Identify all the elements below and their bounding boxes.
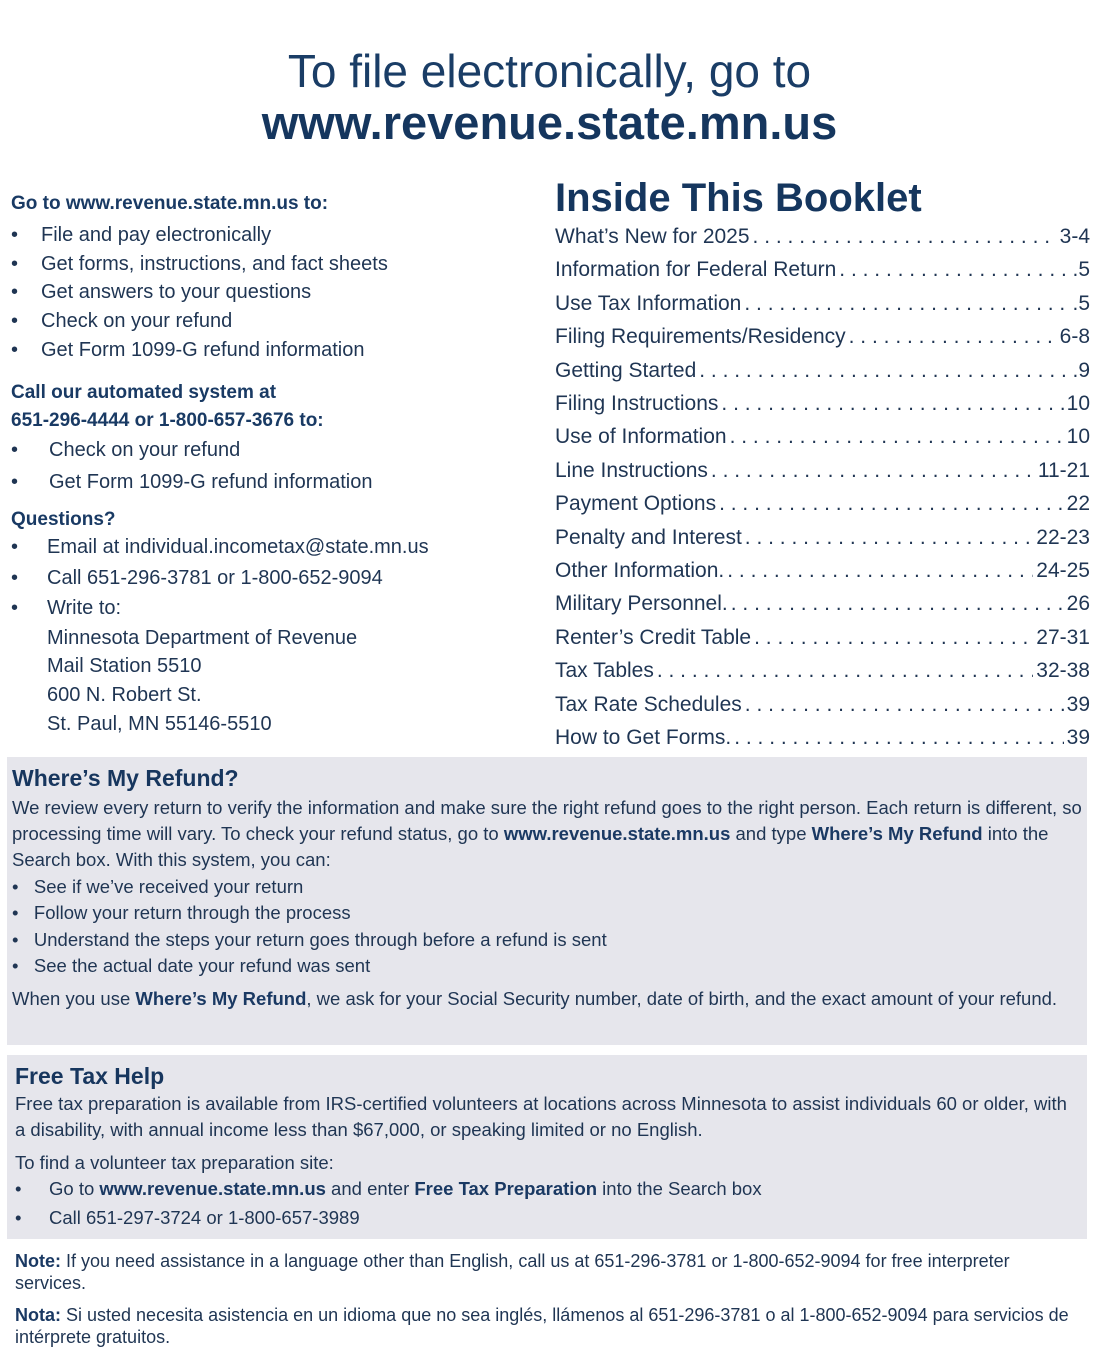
toc-leader-dots: [839, 258, 1069, 282]
toc-leader-dots: [699, 359, 1069, 383]
toc-entry: [555, 659, 1090, 689]
free-tax-help-section: [7, 1055, 1087, 1239]
toc-entry-page: 22-23: [1036, 525, 1090, 549]
toc-entry-page: 6-8: [1059, 325, 1090, 349]
refund-website-link[interactable]: www.revenue.state.mn.us: [503, 823, 731, 844]
toc-leader-dots: [753, 225, 1057, 249]
toc-leader-dots: [711, 459, 1035, 483]
toc-entry-page: .5: [1072, 258, 1090, 282]
toc-leader-dots: [721, 392, 1063, 416]
online-heading: Go to www.revenue.state.mn.us to:: [11, 193, 329, 214]
toc-entry: [555, 726, 1090, 756]
address-line: 600 N. Robert St.: [47, 684, 202, 706]
toc-entry-title: What’s New for 2025: [555, 225, 750, 248]
header-line-1: To file electronically, go to: [287, 45, 812, 97]
bullet-icon: •: [11, 536, 19, 558]
toc-entry: [555, 392, 1090, 422]
toc-entry: [555, 258, 1090, 288]
toc-leader-dots: [754, 626, 1033, 650]
bullet-icon: •: [11, 339, 19, 361]
toc-entry-page: 39: [1066, 726, 1090, 749]
toc-entry-title: Getting Started: [555, 358, 697, 382]
email-link[interactable]: Email at individual.incometax@state.mn.us: [47, 536, 429, 558]
toc-entry: [555, 225, 1090, 255]
toc-entry: [555, 425, 1090, 455]
toc-entry: [555, 526, 1090, 556]
toc-leader-dots: [745, 693, 1064, 717]
help-find-site: To find a volunteer tax preparation site:: [15, 1152, 334, 1173]
toc-entry-page: 22: [1066, 492, 1090, 516]
list-item: • Go to www.revenue.state.mn.us and enter Free Tax Preparation into the Search box: [15, 1178, 762, 1199]
list-item: • Get forms, instructions, and fact sheets: [11, 253, 388, 275]
toc-entry: [555, 559, 1090, 589]
toc-entry: [555, 292, 1090, 322]
toc-leader-dots: [745, 526, 1033, 550]
toc-entry-page: .9: [1072, 358, 1090, 382]
toc-entry: [555, 626, 1090, 656]
note-english: Note: If you need assistance in a language other than English, call us at 651-296-3781 or 1-800-652-9094 for free interpreter services.: [15, 1251, 1010, 1293]
address-line: St. Paul, MN 55146-5510: [47, 713, 272, 735]
toc-title: Inside This Booklet: [555, 176, 922, 220]
toc-entry-title: Information for Federal Return: [555, 258, 837, 282]
toc-entry-title: Other Information.: [555, 559, 725, 582]
list-item: [11, 536, 429, 559]
toc-leader-dots: [849, 325, 1057, 349]
refund-intro: We review every return to verify the information and make sure the right refund goes to the right person. Each return is different, so processing time will vary. To check your refund status, go to www.revenue.state.mn.us and type Where’s My Refund into the Search box. With this system, you can:: [12, 797, 1082, 870]
toc-leader-dots: [744, 292, 1069, 316]
toc-entry: [555, 492, 1090, 522]
toc-entry-title: Filing Requirements/Residency: [555, 325, 846, 349]
toc-entry-page: 3-4: [1059, 225, 1090, 248]
bullet-icon: •: [11, 471, 19, 493]
address-line: Mail Station 5510: [47, 655, 202, 677]
toc-entry-title: Line Instructions: [555, 458, 708, 482]
list-item: • Call 651-296-3781 or 1-800-652-9094: [11, 567, 383, 589]
toc-entry-title: How to Get Forms.: [555, 726, 732, 749]
list-item: • See if we’ve received your return: [12, 876, 304, 897]
bullet-icon: •: [11, 310, 19, 332]
refund-title: Where’s My Refund?: [12, 765, 239, 791]
toc-entry: [555, 459, 1090, 489]
toc-entry-title: Renter’s Credit Table: [555, 625, 752, 649]
bullet-icon: •: [11, 597, 19, 619]
header-website-link[interactable]: www.revenue.state.mn.us: [261, 96, 838, 149]
list-item: • Check on your refund: [11, 439, 241, 461]
bullet-icon: •: [11, 281, 19, 303]
phone-heading-1: Call our automated system at: [11, 382, 277, 403]
toc-entry: [555, 592, 1090, 622]
help-intro: Free tax preparation is available from IRS-certified volunteers at locations across Minnesota to assist individuals 60 or older, with a disability, with annual income less than $67,000, or speaking limited or no English.: [15, 1093, 1067, 1140]
toc-entry-page: 26: [1066, 592, 1090, 616]
bullet-icon: •: [11, 439, 19, 461]
toc-entry-title: Use Tax Information: [555, 291, 742, 315]
list-item: • Follow your return through the process: [12, 902, 351, 923]
toc-entry-title: Payment Options: [555, 492, 717, 516]
help-title: Free Tax Help: [15, 1063, 165, 1089]
toc-entry-title: Tax Tables: [555, 659, 654, 683]
list-item: • Get Form 1099-G refund information: [11, 339, 365, 361]
refund-note: When you use Where’s My Refund, we ask for your Social Security number, date of birth, and the exact amount of your refund.: [12, 988, 1058, 1009]
list-item: • Check on your refund: [11, 310, 233, 332]
bullet-icon: •: [11, 224, 19, 246]
toc-entry-page: .5: [1072, 291, 1090, 315]
toc-entry-title: Use of Information: [555, 425, 727, 449]
toc-entry-title: Military Personnel.: [555, 592, 728, 616]
toc-entry-page: 10: [1066, 392, 1090, 415]
toc-entry-page: 39: [1066, 692, 1090, 716]
toc-leader-dots: [657, 659, 1033, 683]
toc-entry-page: 32-38: [1036, 659, 1090, 683]
bullet-icon: •: [11, 567, 19, 589]
toc-entry: [555, 359, 1090, 389]
list-item: • File and pay electronically: [11, 224, 272, 246]
toc-leader-dots: [727, 559, 1033, 583]
toc-entry-title: Filing Instructions: [555, 392, 719, 415]
toc-entry: [555, 693, 1090, 723]
address-line: Minnesota Department of Revenue: [47, 627, 358, 649]
toc-leader-dots: [731, 592, 1064, 616]
list-item: • Write to:: [11, 597, 122, 619]
toc-entry-page: 27-31: [1036, 625, 1090, 649]
bullet-icon: •: [11, 253, 19, 275]
bullet-icon: •: [15, 1207, 22, 1228]
help-website-link[interactable]: www.revenue.state.mn.us: [99, 1178, 326, 1199]
toc-entry: [555, 325, 1090, 355]
toc-entry-title: Penalty and Interest: [555, 525, 742, 549]
bullet-icon: •: [15, 1178, 22, 1199]
list-item: • See the actual date your refund was sent: [12, 955, 371, 976]
note-spanish: Nota: Si usted necesita asistencia en un idioma que no sea inglés, llámenos al 651-296-3781 o al 1-800-652-9094 para servicios de intérprete gratuitos.: [15, 1305, 1069, 1347]
list-item: • Get Form 1099-G refund information: [11, 471, 373, 493]
toc-leader-dots: [730, 425, 1064, 449]
toc-leader-dots: [734, 726, 1063, 750]
refund-section: [7, 757, 1087, 1045]
toc-entry-page: 10: [1066, 425, 1090, 449]
toc-entry-page: 11-21: [1037, 458, 1090, 482]
toc-entry-page: 24-25: [1036, 559, 1090, 582]
list-item: • Get answers to your questions: [11, 281, 312, 303]
list-item: • Call 651-297-3724 or 1-800-657-3989: [15, 1207, 360, 1228]
toc-leader-dots: [719, 492, 1064, 516]
questions-heading: Questions?: [11, 509, 116, 530]
phone-heading-2: 651-296-4444 or 1-800-657-3676 to:: [11, 410, 324, 431]
list-item: • Understand the steps your return goes through before a refund is sent: [12, 929, 607, 950]
toc-entry-title: Tax Rate Schedules: [555, 692, 742, 716]
